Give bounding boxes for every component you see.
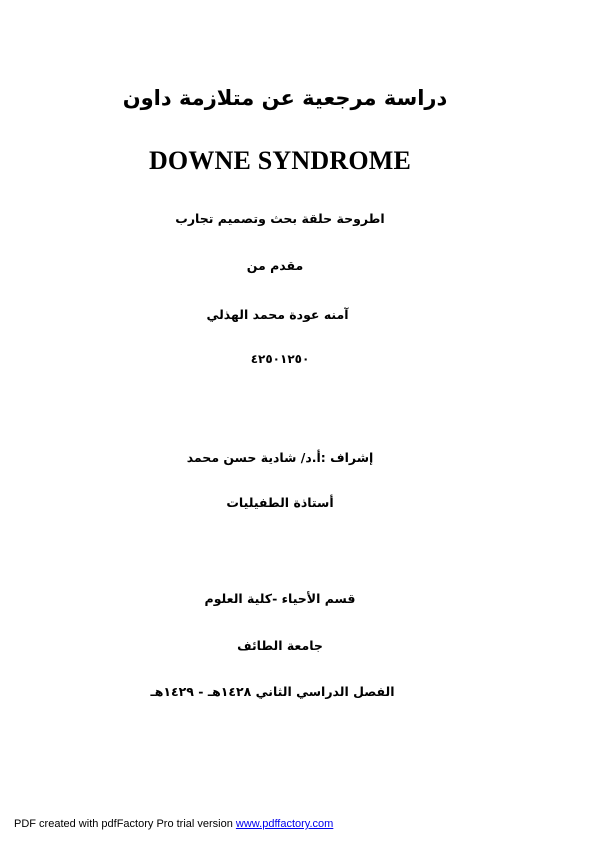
student-id: ٤٢٥٠١٢٥٠ [250,352,310,366]
english-title: DOWNE SYNDROME [148,146,412,175]
semester: الفصل الدراسي الثاني ١٤٢٨هـ - ١٤٢٩هـ [150,684,395,699]
footer-text: PDF created with pdfFactory Pro trial version [14,818,236,830]
pdf-footer [14,818,333,830]
department: قسم الأحياء -كلية العلوم [204,591,356,606]
presented-by-label: مقدم من [246,258,304,273]
supervisor-title: أستاذة الطفيليات [226,495,334,510]
supervisor: إشراف :أ.د/ شادية حسن محمد [186,450,374,465]
footer-link[interactable]: www.pdffactory.com [235,818,334,830]
thesis-type: اطروحة حلقة بحث وتصميم تجارب [175,211,385,226]
university: جامعة الطائف [237,638,323,653]
arabic-title: دراسة مرجعية عن متلازمة داون [122,86,448,110]
author-name: آمنه عودة محمد الهذلي [206,307,349,322]
